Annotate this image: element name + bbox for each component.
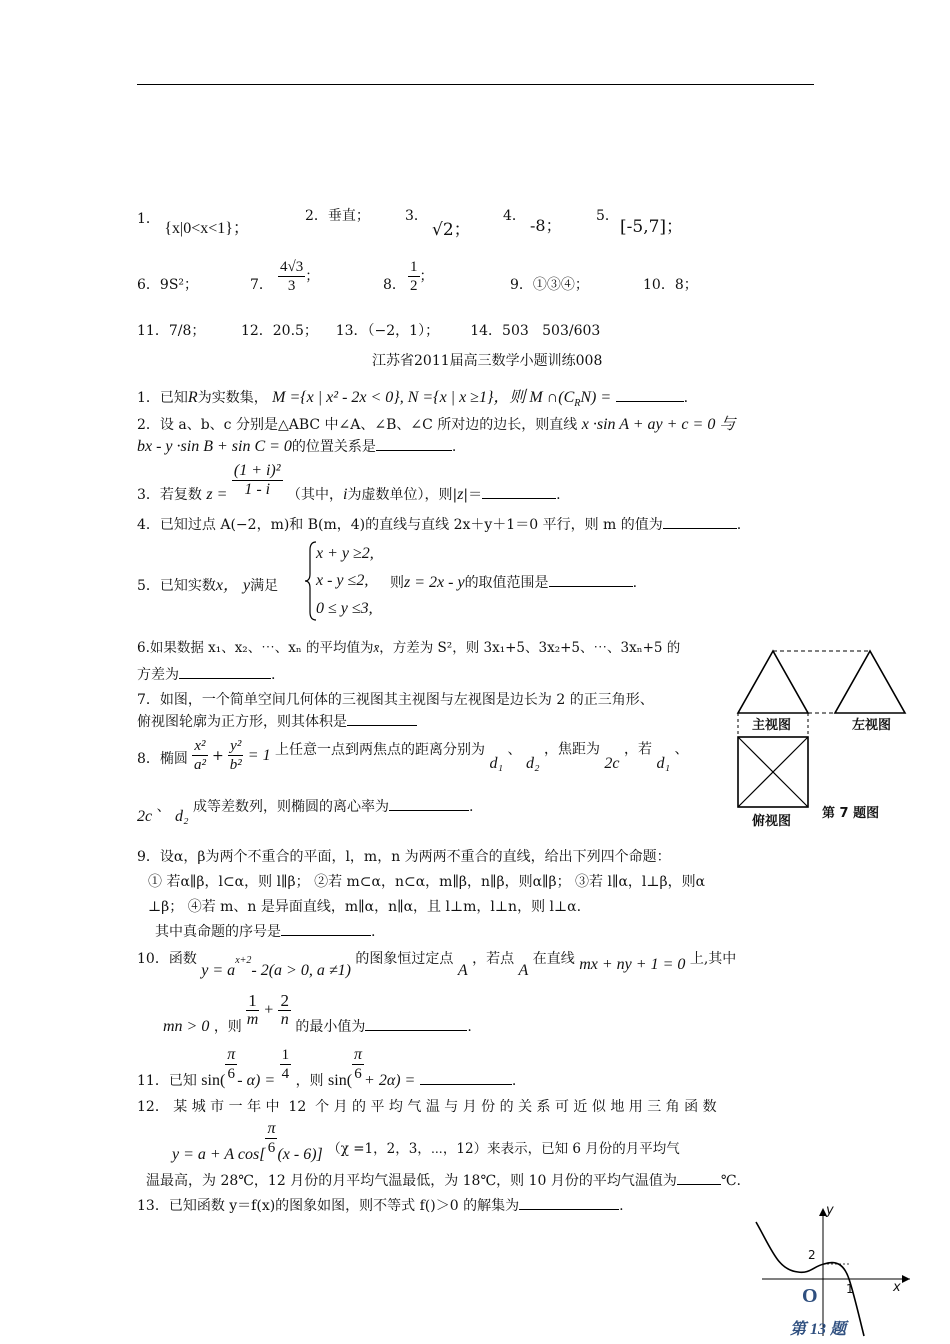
q8-sep-2: 、: [674, 741, 689, 758]
question-12-line-1: 12． 某 城 市 一 年 中 12 个 月 的 平 均 气 温 与 月 份 的 关 系 可 近 似 地 用 三 角 函 数: [137, 1099, 717, 1115]
q1-formula-end: N) =: [580, 389, 612, 406]
question-10-line-2: [163, 992, 472, 1040]
q8-text-d: ，若: [623, 741, 652, 758]
q6-answer-blank[interactable]: [179, 664, 271, 679]
q10-mn: mn > 0: [163, 1017, 210, 1035]
q8-d1-b: d₁: [656, 754, 670, 772]
q6-period: .: [271, 667, 276, 683]
q8-period: .: [469, 799, 474, 815]
q8-eq: = 1: [247, 746, 271, 764]
answers-row-3: 11．7/8； 12．20.5； 13．（−2，1）； 14．503 503/603: [137, 323, 601, 339]
answer-8-frac: [408, 258, 434, 295]
answer-4-num: 4．: [503, 208, 526, 224]
answer-4: -8；: [530, 216, 562, 235]
answer-1: {x|0<x<1}；: [164, 220, 249, 237]
question-11: [137, 1046, 516, 1090]
fig7-caption: 第 7 题图: [822, 806, 880, 821]
q3-text-d: |＝: [463, 486, 483, 503]
question-2-line-2: [137, 436, 456, 456]
question-13: [137, 1195, 624, 1215]
fig13-y-label: y: [826, 1203, 834, 1218]
fig7-left-view: [835, 651, 905, 713]
q10-func: y = a: [201, 962, 236, 979]
q13-text: 13．已知函数 y＝f(x)的图象如图，则不等式 f()＞0 的解集为: [137, 1198, 520, 1214]
answer-2: 2．垂直；: [305, 208, 370, 224]
answer-7-numerator: 4√3: [280, 259, 304, 275]
q11-minus-alpha: - α) =: [237, 1071, 276, 1089]
question-7-line-2: [137, 711, 417, 731]
q3-text-a: 3．若复数: [137, 486, 202, 503]
q6-text-c: 方差为: [137, 667, 179, 683]
q6-text-a: 6.如果数据 x₁、x₂、⋯、xₙ 的平均值为: [137, 640, 374, 656]
q8-a2: a²: [193, 757, 206, 773]
q10-plus: +: [263, 1001, 275, 1019]
q11-four: 4: [281, 1066, 290, 1082]
q10-one: 1: [248, 991, 257, 1010]
q5-xy: x， y: [215, 577, 251, 594]
question-3: [137, 460, 561, 504]
q9-period: .: [371, 924, 376, 940]
q12-answer-blank[interactable]: [677, 1170, 721, 1185]
question-6-line-2: [137, 664, 275, 684]
q10-period: .: [467, 1018, 472, 1035]
q3-period: .: [556, 486, 561, 503]
q1-formula: M ={x | x² - 2x < 0}, N ={x | x ≥1}，则 M ∩(C: [272, 389, 575, 406]
q4-text: 4．已知过点 A(−2，m)和 B(m，4)的直线与直线 2x＋y＋1＝0 平行，则 m 的值为: [137, 517, 663, 533]
q13-answer-blank[interactable]: [519, 1195, 619, 1210]
answer-8-sep: ；: [419, 268, 434, 285]
question-12-line-2: [172, 1120, 680, 1164]
q6-xbar: x̄: [373, 640, 380, 655]
q5-constraint-1: x + y ≥2,: [316, 545, 374, 562]
q2-text: 2．设 a、b、c 分别是△ABC 中∠A、∠B、∠C 所对边的边长，则直线: [137, 417, 578, 433]
q11-text-a: 11．已知: [137, 1072, 197, 1089]
q2-answer-blank[interactable]: [376, 436, 452, 451]
q5-text-b: 满足: [250, 578, 279, 594]
q12-unit: ℃.: [720, 1173, 741, 1189]
answer-5: [-5,7]；: [620, 217, 684, 237]
q8-b2: b²: [229, 757, 242, 773]
q10-point-A-2: A: [518, 962, 529, 979]
answer-7-sep: ；: [305, 268, 320, 285]
answer-8-denominator: 2: [410, 278, 418, 294]
q11-sin-2: sin(: [328, 1071, 353, 1089]
question-4: [137, 514, 741, 534]
q8-text-c: ，焦距为: [543, 741, 600, 758]
q3-text-b: （其中，: [287, 486, 344, 503]
answer-3-num: 3．: [405, 208, 428, 224]
answer-8-numerator: 1: [410, 259, 418, 275]
question-7-line-1: 7．如图，一个简单空间几何体的三视图其主视图与左视图是边长为 2 的正三角形、: [137, 692, 654, 708]
q10-m: m: [246, 1011, 259, 1028]
q3-denominator: 1 - i: [244, 481, 271, 498]
q11-six-2: 6: [354, 1066, 362, 1082]
fig13-tick-1: 1: [846, 1282, 854, 1296]
q11-sin-1: sin(: [201, 1071, 226, 1089]
q5-text-a: 5．已知实数: [137, 578, 216, 594]
q5-text-d: 的取值范围是: [464, 575, 549, 591]
answer-7-denominator: 3: [287, 278, 296, 294]
q8-d1: d₁: [489, 754, 504, 772]
question-12-line-3: [146, 1170, 741, 1190]
q10-n: n: [280, 1011, 289, 1028]
fig13-caption: 第 13 题: [790, 1321, 847, 1338]
q11-six: 6: [227, 1066, 236, 1082]
q11-one: 1: [281, 1047, 290, 1063]
q5-z-formula: z = 2x - y: [404, 574, 465, 591]
question-1: [137, 384, 688, 409]
question-2-line-1: [137, 411, 735, 434]
fig13-x-label: x: [893, 1280, 901, 1295]
q12-text-3: 温最高，为 28℃，12 月份的月平均气温最低，为 18℃，则 10 月份的平均气温值为: [146, 1173, 677, 1189]
q11-answer-blank[interactable]: [420, 1070, 512, 1085]
fig7-front-label: 主视图: [752, 718, 792, 733]
answer-1-num: 1．: [137, 211, 160, 227]
q8-y2: y²: [230, 738, 242, 754]
q8-sep: 、: [507, 741, 522, 758]
q5-constraint-3: 0 ≤ y ≤3,: [316, 600, 373, 617]
q8-d2-b: d₂: [175, 808, 189, 825]
question-8-line-2: [137, 796, 474, 825]
q8-text-b: 上任意一点到两焦点的距离分别为: [275, 741, 486, 758]
question-9-line-4: [155, 921, 375, 941]
q3-z: z =: [206, 485, 228, 503]
fig7-left-label: 左视图: [852, 718, 892, 733]
answers-row-1: [137, 205, 249, 237]
q10-answer-blank[interactable]: [365, 1016, 467, 1031]
answer-6: 6．9S²；: [137, 277, 199, 293]
answer-9: 9．①③④；: [510, 277, 589, 293]
question-5-rest: [390, 572, 637, 592]
answer-5-num: 5．: [596, 208, 619, 224]
q12-six: 6: [267, 1140, 276, 1156]
q12-text-2: （χ =1，2，3，⋯，12）来表示，已知 6 月份的月平均气: [327, 1140, 680, 1157]
answer-10: 10．8；: [643, 277, 698, 293]
q10-text-a: 10．函数: [137, 951, 197, 967]
q4-answer-blank[interactable]: [663, 514, 737, 529]
q8-2c: 2c: [604, 754, 620, 772]
q2-text-2: 的位置关系是: [291, 439, 376, 455]
question-5-text: [137, 572, 278, 595]
q5-period: .: [632, 575, 638, 591]
q10-exponent: x+2: [235, 955, 252, 967]
answer-8-num: 8．: [383, 277, 406, 293]
q10-point-A: A: [457, 962, 468, 979]
q1-sub: R: [574, 397, 581, 409]
q11-text-b: ，则: [295, 1072, 324, 1089]
question-9-line-3: ⊥β； ④若 m、n 是异面直线，m∥α，n∥α，且 l⊥m，l⊥n，则 l⊥α.: [148, 899, 582, 915]
q3-answer-blank[interactable]: [482, 484, 556, 499]
question-10-line-1: [137, 948, 737, 979]
q4-period: .: [736, 517, 742, 533]
q5-constraint-2: x - y ≤2,: [316, 572, 369, 589]
q7-text: 俯视图轮廓为正方形，则其体积是: [137, 714, 347, 730]
q9-text: 其中真命题的序号是: [155, 924, 281, 940]
q1-text-b: 为实数集，: [197, 390, 268, 406]
q6-text-b: ，方差为 S²，则 3x₁+5、3x₂+5、⋯、3xₙ+5 的: [379, 640, 681, 656]
q8-x2: x²: [194, 738, 206, 754]
q10-text-e: 上,其中: [689, 951, 737, 967]
q8-text-a: 8．椭圆: [137, 750, 188, 767]
page-title: 江苏省2011届高三数学小题训练008: [372, 353, 603, 369]
q10-text-b: 的图象恒过定点: [355, 951, 454, 967]
fig13-origin: O: [802, 1285, 818, 1307]
q2-period: .: [451, 439, 457, 455]
q8-2c-b: 2c: [137, 808, 153, 825]
q3-text-c: 为虚数单位），则|: [347, 486, 458, 503]
fig7-top-label: 俯视图: [752, 814, 792, 829]
q1-symbol-R: R: [187, 389, 198, 406]
q8-text-e: 成等差数列，则椭圆的离心率为: [193, 799, 390, 815]
fig7-front-view: [738, 651, 808, 713]
q1-answer-blank[interactable]: [616, 387, 684, 402]
question-9-line-1: 9．设α，β为两个不重合的平面，l，m，n 为两两不重合的直线，给出下列四个命题：: [137, 849, 671, 865]
q10-line-eq: mx + ny + 1 = 0: [579, 956, 686, 973]
answer-7-frac: [278, 258, 319, 295]
q12-func-2: (x - 6)]: [277, 1145, 323, 1163]
q10-text-f: ，则: [213, 1018, 242, 1035]
q8-answer-blank[interactable]: [389, 796, 469, 811]
fig13-x-arrow: [902, 1275, 910, 1283]
q11-pi: π: [227, 1046, 236, 1063]
q11-period: .: [511, 1072, 517, 1089]
answer-3: √2；: [432, 220, 471, 240]
q10-text-g: 的最小值为: [295, 1018, 366, 1035]
q3-i: i: [343, 485, 348, 503]
q9-answer-blank[interactable]: [281, 921, 371, 936]
q12-pi: π: [267, 1120, 276, 1137]
question-6-line-1: [137, 636, 680, 656]
answer-7-num: 7．: [250, 277, 273, 293]
q2-line-2-formula: bx - y ·sin B + sin C = 0: [137, 438, 292, 455]
q10-text-c: ，若点: [472, 951, 515, 967]
q11-plus-2alpha: + 2α) =: [364, 1071, 416, 1089]
q2-line-1-formula: x ·sin A + ay + c = 0 与: [581, 416, 736, 433]
q5-text-c: 则: [390, 575, 404, 591]
q8-sep-3: 、: [156, 799, 171, 815]
question-8-line-1: 8．椭圆 $\frac{\text{x²}}{\text{a²}}$ + $\frac{\text{y²}}{\text{b²}}$ = 1 上任意一点到两焦点的距离分别为 d₁ 、 d₂ ，焦距为 2c ，若 d₁ 、: [137, 738, 689, 773]
q3-numerator: (1 + i)²: [233, 462, 281, 479]
question-9-line-2: ① 若α∥β，l⊂α，则 l∥β； ②若 m⊂α，n⊂α，m∥β，n∥β，则α∥β； ③若 l∥α，l⊥β，则α: [148, 874, 706, 890]
q10-text-d: 在直线: [532, 951, 575, 967]
q8-d2: d₂: [525, 754, 540, 772]
q3-z2: z: [457, 485, 464, 503]
header-rule: [137, 84, 814, 85]
q11-pi-2: π: [354, 1046, 363, 1063]
q5-answer-blank[interactable]: [549, 572, 633, 587]
q10-two: 2: [280, 991, 289, 1010]
q12-func: y = a + A cos[: [172, 1145, 266, 1163]
q13-period: .: [619, 1198, 624, 1214]
q10-func-2: - 2(a > 0, a ≠1): [251, 962, 351, 979]
q1-period: .: [683, 390, 689, 406]
q7-answer-blank[interactable]: [347, 711, 417, 726]
fig13-tick-2: 2: [808, 1248, 816, 1262]
q1-text-a: 1．已知: [137, 390, 188, 406]
